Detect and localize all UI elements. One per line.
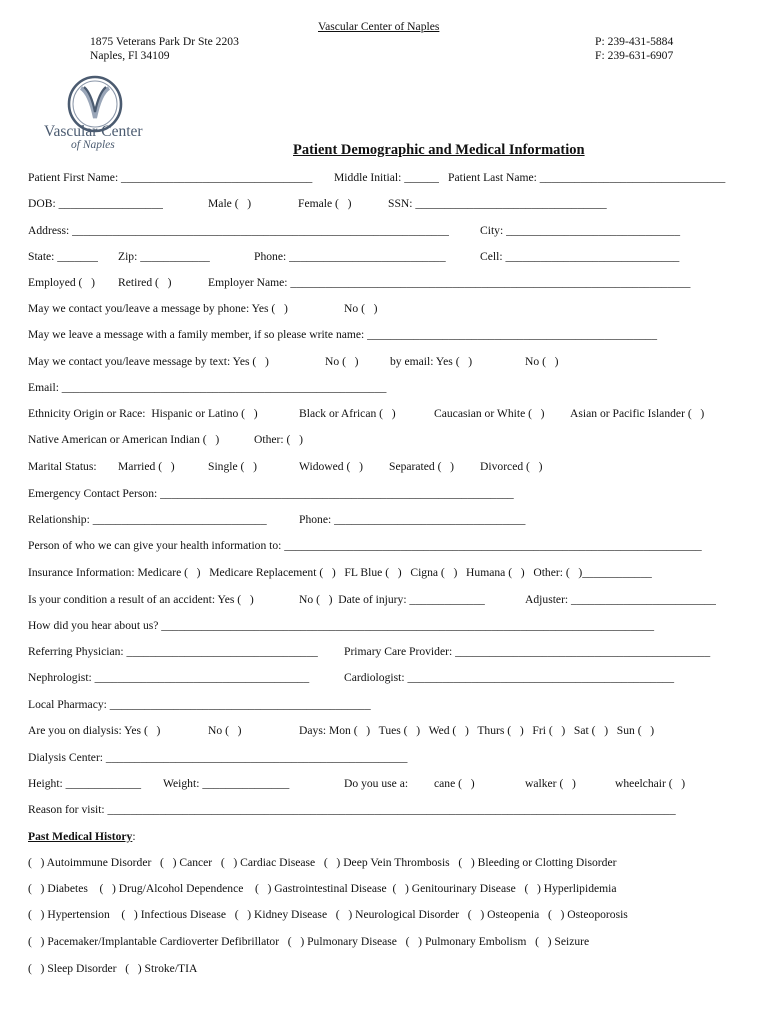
pmh-row-3[interactable]: ( ) Hypertension ( ) Infectious Disease ( ) Kidney Disease ( ) Neurological Disorder ( ) Osteopenia ( ) Osteoporosis bbox=[28, 908, 628, 921]
city-field[interactable]: City: ______________________________ bbox=[480, 224, 680, 237]
pmh-heading-colon: : bbox=[132, 830, 136, 843]
employed-checkbox[interactable]: Employed ( ) bbox=[28, 276, 95, 289]
past-medical-history-heading bbox=[28, 830, 136, 844]
logo-text: Vascular Center bbox=[44, 123, 143, 140]
ethnicity-asian[interactable]: Asian or Pacific Islander ( ) bbox=[570, 407, 705, 420]
address-field[interactable]: Address: _________________________________________________________________ bbox=[28, 224, 449, 237]
fax-number: F: 239-631-6907 bbox=[595, 49, 674, 62]
email-contact-no[interactable]: No ( ) bbox=[525, 355, 559, 368]
zip-field[interactable]: Zip: ____________ bbox=[118, 250, 210, 263]
contact-text-no[interactable]: No ( ) bbox=[325, 355, 359, 368]
first-name-field[interactable]: Patient First Name: _________________________________ bbox=[28, 171, 313, 184]
dialysis-yes[interactable]: Are you on dialysis: Yes ( ) bbox=[28, 724, 161, 737]
phone-field[interactable]: Phone: ___________________________ bbox=[254, 250, 446, 263]
state-field[interactable]: State: _______ bbox=[28, 250, 98, 263]
dialysis-no[interactable]: No ( ) bbox=[208, 724, 242, 737]
middle-initial-field[interactable]: Middle Initial: ______ bbox=[334, 171, 439, 184]
practice-name: Vascular Center of Naples bbox=[318, 20, 440, 33]
referring-physician-field[interactable]: Referring Physician: _________________________________ bbox=[28, 645, 318, 658]
family-member-field[interactable]: May we leave a message with a family member, if so please write name: __________________________________________________ bbox=[28, 328, 658, 341]
single-checkbox[interactable]: Single ( ) bbox=[208, 460, 257, 473]
pmh-row-5[interactable]: ( ) Sleep Disorder ( ) Stroke/TIA bbox=[28, 962, 198, 975]
accident-yes[interactable]: Is your condition a result of an accident: Yes ( ) bbox=[28, 593, 254, 606]
weight-field[interactable]: Weight: _______________ bbox=[163, 777, 290, 790]
cardiologist-field[interactable]: Cardiologist: ______________________________________________ bbox=[344, 671, 675, 684]
retired-checkbox[interactable]: Retired ( ) bbox=[118, 276, 172, 289]
last-name-field[interactable]: Patient Last Name: ________________________________ bbox=[448, 171, 726, 184]
local-pharmacy-field[interactable]: Local Pharmacy: _____________________________________________ bbox=[28, 698, 371, 711]
dob-field[interactable]: DOB: __________________ bbox=[28, 197, 163, 210]
ethnicity-black[interactable]: Black or African ( ) bbox=[299, 407, 396, 420]
pmh-row-4[interactable]: ( ) Pacemaker/Implantable Cardioverter Defibrillator ( ) Pulmonary Disease ( ) Pulmonary Embolism ( ) Seizure bbox=[28, 935, 590, 948]
wheelchair-checkbox[interactable]: wheelchair ( ) bbox=[615, 777, 686, 790]
dialysis-center-field[interactable]: Dialysis Center: ____________________________________________________ bbox=[28, 751, 408, 764]
health-info-person-field[interactable]: Person of who we can give your health information to: ________________________________________________________________________ bbox=[28, 539, 702, 552]
walker-checkbox[interactable]: walker ( ) bbox=[525, 777, 576, 790]
cell-field[interactable]: Cell: ______________________________ bbox=[480, 250, 680, 263]
cane-checkbox[interactable]: cane ( ) bbox=[434, 777, 475, 790]
address-line1: 1875 Veterans Park Dr Ste 2203 bbox=[90, 35, 239, 48]
adjuster-field[interactable]: Adjuster: _________________________ bbox=[525, 593, 716, 606]
email-contact-yes[interactable]: by email: Yes ( ) bbox=[390, 355, 473, 368]
emergency-contact-field[interactable]: Emergency Contact Person: _____________________________________________________________ bbox=[28, 487, 514, 500]
ethnicity-other[interactable]: Other: ( ) bbox=[254, 433, 303, 446]
form-title: Patient Demographic and Medical Information bbox=[293, 142, 585, 158]
ethnicity-caucasian[interactable]: Caucasian or White ( ) bbox=[434, 407, 545, 420]
marital-status-label: Marital Status: bbox=[28, 460, 97, 473]
reason-for-visit-field[interactable]: Reason for visit: __________________________________________________________________________________________________ bbox=[28, 803, 676, 816]
female-checkbox[interactable]: Female ( ) bbox=[298, 197, 352, 210]
contact-phone-no[interactable]: No ( ) bbox=[344, 302, 378, 315]
insurance-options[interactable]: Insurance Information: Medicare ( ) Medicare Replacement ( ) FL Blue ( ) Cigna ( ) Humana ( ) Other: ( )____________ bbox=[28, 566, 652, 579]
email-field[interactable]: Email: ________________________________________________________ bbox=[28, 381, 387, 394]
ethnicity-hispanic[interactable]: Ethnicity Origin or Race: Hispanic or Latino ( ) bbox=[28, 407, 258, 420]
primary-care-field[interactable]: Primary Care Provider: ____________________________________________ bbox=[344, 645, 711, 658]
separated-checkbox[interactable]: Separated ( ) bbox=[389, 460, 455, 473]
relationship-field[interactable]: Relationship: ______________________________ bbox=[28, 513, 267, 526]
emergency-phone-field[interactable]: Phone: _________________________________ bbox=[299, 513, 526, 526]
contact-text-yes[interactable]: May we contact you/leave message by text: Yes ( ) bbox=[28, 355, 269, 368]
logo-subtext: of Naples bbox=[71, 139, 115, 151]
height-field[interactable]: Height: _____________ bbox=[28, 777, 142, 790]
married-checkbox[interactable]: Married ( ) bbox=[118, 460, 175, 473]
widowed-checkbox[interactable]: Widowed ( ) bbox=[299, 460, 363, 473]
pmh-row-1[interactable]: ( ) Autoimmune Disorder ( ) Cancer ( ) Cardiac Disease ( ) Deep Vein Thrombosis ( ) Bleeding or Clotting Disorder bbox=[28, 856, 617, 869]
address-line2: Naples, Fl 34109 bbox=[90, 49, 170, 62]
accident-no-date-of-injury[interactable]: No ( ) Date of injury: _____________ bbox=[299, 593, 485, 606]
phone-number: P: 239-431-5884 bbox=[595, 35, 674, 48]
hear-about-us-field[interactable]: How did you hear about us? _____________________________________________________________________________________ bbox=[28, 619, 655, 632]
male-checkbox[interactable]: Male ( ) bbox=[208, 197, 252, 210]
ethnicity-native[interactable]: Native American or American Indian ( ) bbox=[28, 433, 220, 446]
ssn-field[interactable]: SSN: _________________________________ bbox=[388, 197, 607, 210]
divorced-checkbox[interactable]: Divorced ( ) bbox=[480, 460, 543, 473]
contact-phone-yes[interactable]: May we contact you/leave a message by phone: Yes ( ) bbox=[28, 302, 288, 315]
pmh-heading-text: Past Medical History bbox=[28, 830, 133, 843]
pmh-row-2[interactable]: ( ) Diabetes ( ) Drug/Alcohol Dependence ( ) Gastrointestinal Disease ( ) Genitourinary Disease ( ) Hyperlipidemia bbox=[28, 882, 617, 895]
dialysis-days[interactable]: Days: Mon ( ) Tues ( ) Wed ( ) Thurs ( ) Fri ( ) Sat ( ) Sun ( ) bbox=[299, 724, 655, 737]
mobility-aid-label: Do you use a: bbox=[344, 777, 409, 790]
nephrologist-field[interactable]: Nephrologist: _____________________________________ bbox=[28, 671, 310, 684]
employer-name-field[interactable]: Employer Name: _____________________________________________________________________ bbox=[208, 276, 691, 289]
